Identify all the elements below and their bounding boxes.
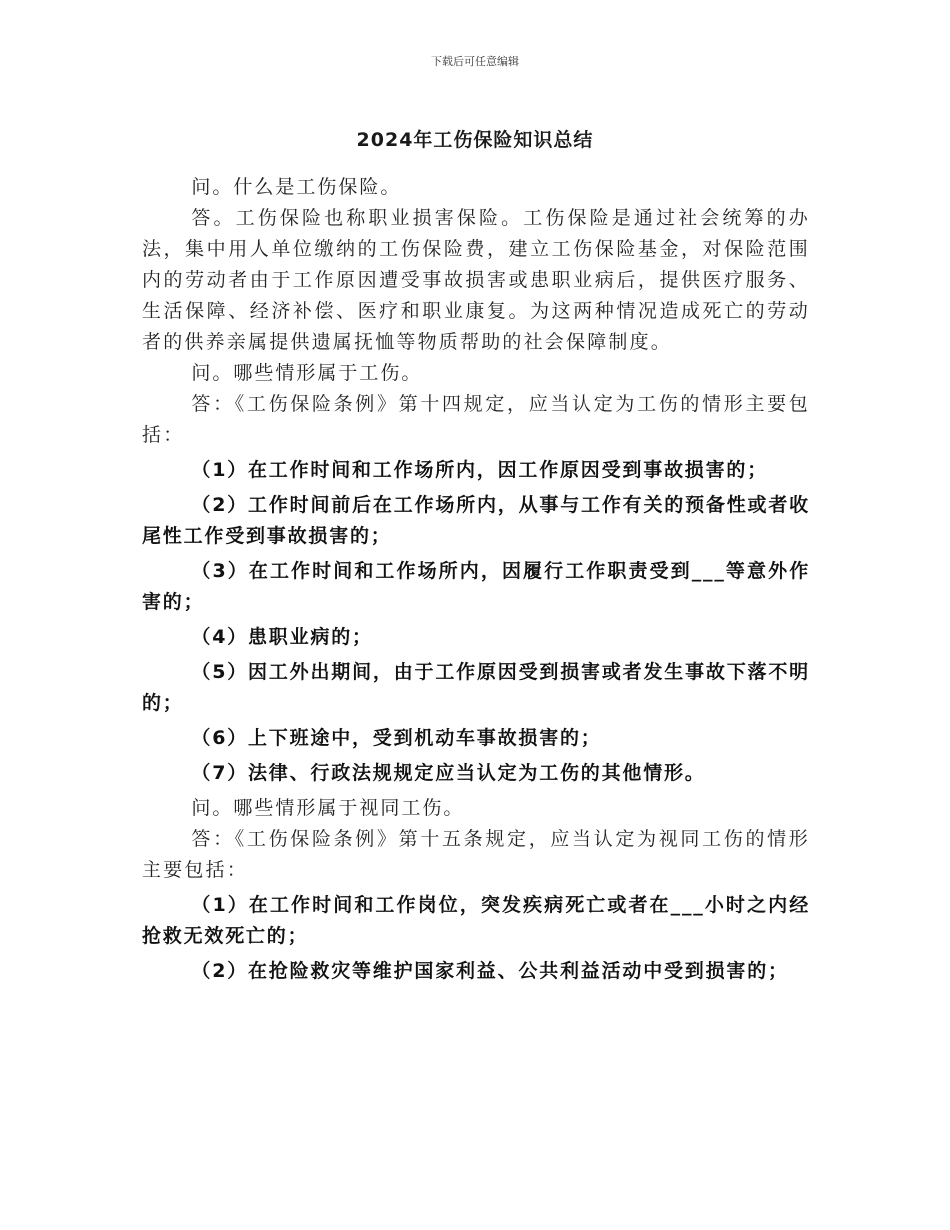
answer-3-intro: 答：《工伤保险条例》第十五条规定，应当认定为视同工伤的情形主要包括： xyxy=(142,828,810,881)
list-item: （5）因工外出期间，由于工作原因受到损害或者发生事故下落不明的； xyxy=(142,661,810,714)
document-body xyxy=(142,172,810,987)
list-item: （1）在工作时间和工作场所内，因工作原因受到事故损害的； xyxy=(191,459,769,481)
question-3: 问。哪些情形属于视同工伤。 xyxy=(191,797,465,819)
list-item: （3）在工作时间和工作场所内，因履行工作职责受到___等意外作害的； xyxy=(142,560,810,613)
list-item: （2）在抢险救灾等维护国家利益、公共利益活动中受到损害的； xyxy=(191,960,789,982)
list-item: （1）在工作时间和工作岗位，突发疾病死亡或者在___小时之内经抢救无效死亡的； xyxy=(142,894,810,947)
answer-1: 答。工伤保险也称职业损害保险。工伤保险是通过社会统筹的办法，集中用人单位缴纳的工伤保险费，建立工伤保险基金，对保险范围内的劳动者由于工作原因遭受事故损害或患职业病后，提供医疗服务、生活保障、经济补偿、医疗和职业康复。为这两种情况造成死亡的劳动者的供养亲属提供遗属抚恤等物质帮助的社会保障制度。 xyxy=(142,207,810,353)
header-note: 下载后可任意编辑 xyxy=(431,55,519,68)
list-item: （2）工作时间前后在工作场所内，从事与工作有关的预备性或者收尾性工作受到事故损害的； xyxy=(142,494,810,547)
question-2: 问。哪些情形属于工伤。 xyxy=(191,362,423,384)
list-item: （6）上下班途中，受到机动车事故损害的； xyxy=(191,727,602,749)
list-item: （7）法律、行政法规规定应当认定为工伤的其他情形。 xyxy=(191,762,706,784)
question-1: 问。什么是工伤保险。 xyxy=(191,176,402,198)
list-item: （4）患职业病的； xyxy=(191,626,373,648)
document-title: 2024年工伤保险知识总结 xyxy=(356,129,594,151)
answer-2-intro: 答：《工伤保险条例》第十四规定，应当认定为工伤的情形主要包括： xyxy=(142,393,810,446)
